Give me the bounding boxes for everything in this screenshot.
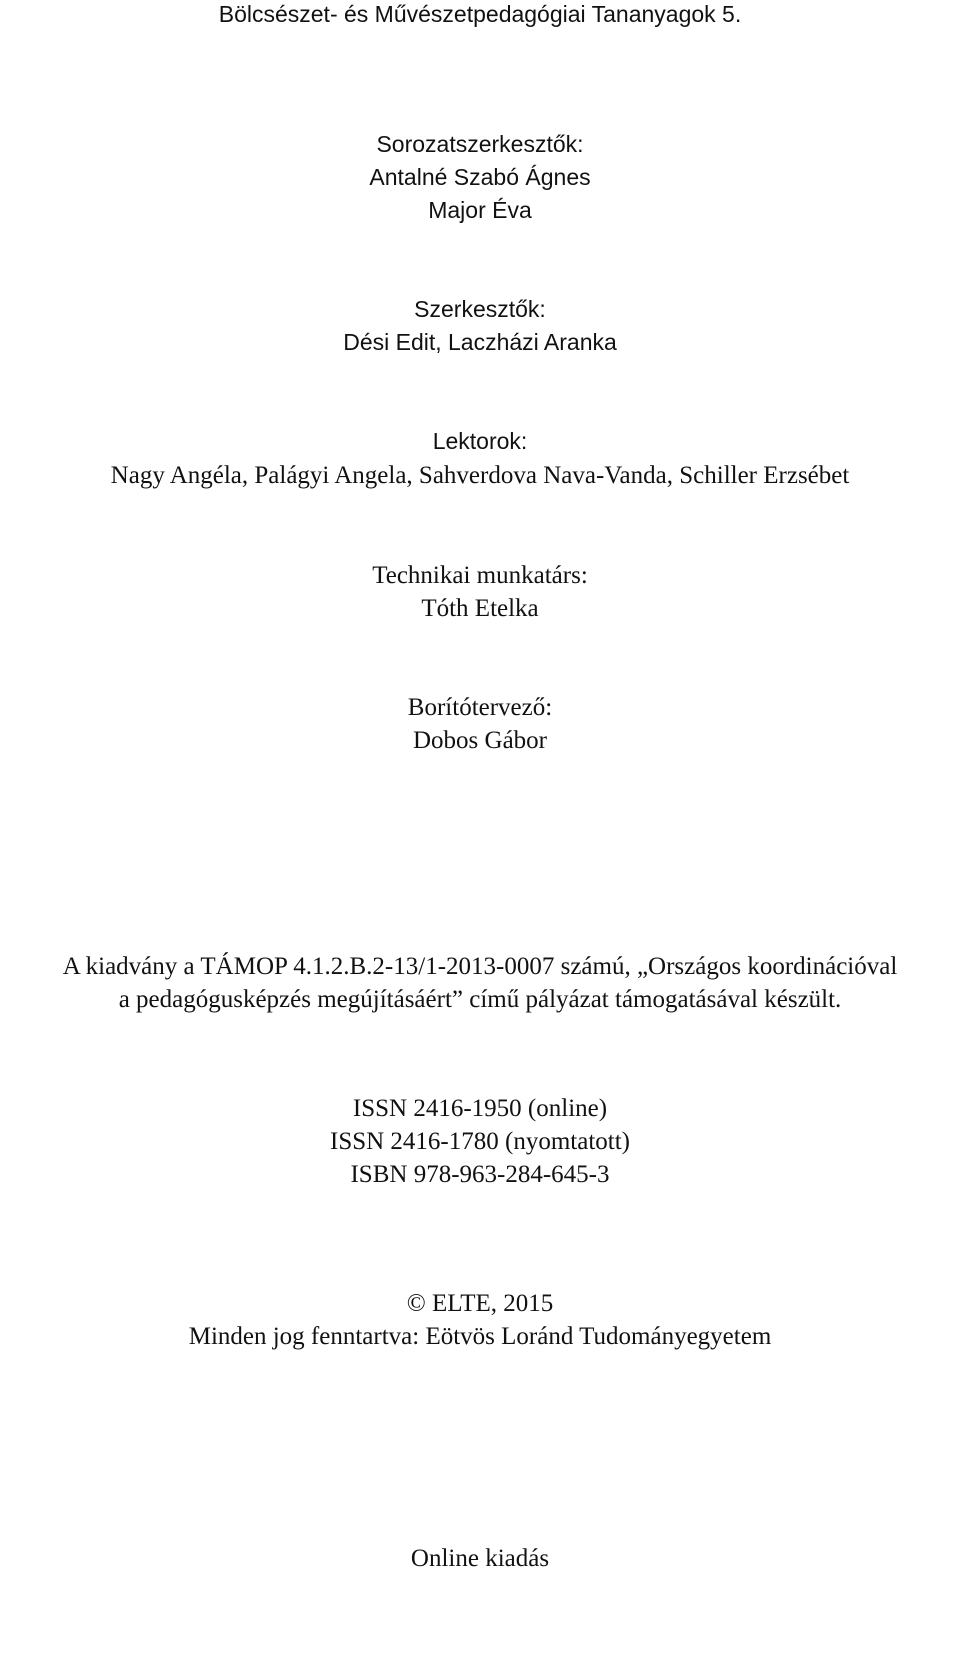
series-editor-name: Antalné Szabó Ágnes bbox=[369, 164, 591, 190]
copyright-rights: Minden jog fenntartva: Eötvös Loránd Tudományegyetem bbox=[188, 1323, 772, 1350]
editors-label: Szerkesztők: bbox=[414, 296, 546, 322]
editors-names: Dési Edit, Laczházi Aranka bbox=[343, 329, 617, 355]
cover-designer-name: Dobos Gábor bbox=[412, 727, 547, 754]
series-editors-label: Sorozatszerkesztők: bbox=[376, 131, 584, 157]
edition-label: Online kiadás bbox=[410, 1545, 550, 1572]
issn-print: ISSN 2416-1780 (nyomtatott) bbox=[330, 1128, 630, 1155]
funding-note-line: a pedagógusképzés megújításáért” című pályázat támogatásával készült. bbox=[118, 986, 842, 1013]
copyright-notice: © ELTE, 2015 bbox=[406, 1290, 554, 1317]
reviewers-names: Nagy Angéla, Palágyi Angela, Sahverdova Nava-Vanda, Schiller Erzsébet bbox=[110, 462, 850, 489]
funding-note-line: A kiadvány a TÁMOP 4.1.2.B.2-13/1-2013-0007 számú, „Országos koordinációval bbox=[62, 953, 898, 980]
isbn: ISBN 978-963-284-645-3 bbox=[350, 1161, 610, 1188]
technical-staff-name: Tóth Etelka bbox=[421, 595, 539, 622]
issn-online: ISSN 2416-1950 (online) bbox=[352, 1095, 608, 1122]
cover-designer-label: Borítótervező: bbox=[407, 694, 553, 721]
technical-staff-label: Technikai munkatárs: bbox=[372, 562, 588, 589]
series-editor-name: Major Éva bbox=[428, 197, 532, 223]
reviewers-label: Lektorok: bbox=[432, 428, 528, 454]
series-title: Bölcsészet- és Művészetpedagógiai Tananyagok 5. bbox=[218, 1, 742, 27]
